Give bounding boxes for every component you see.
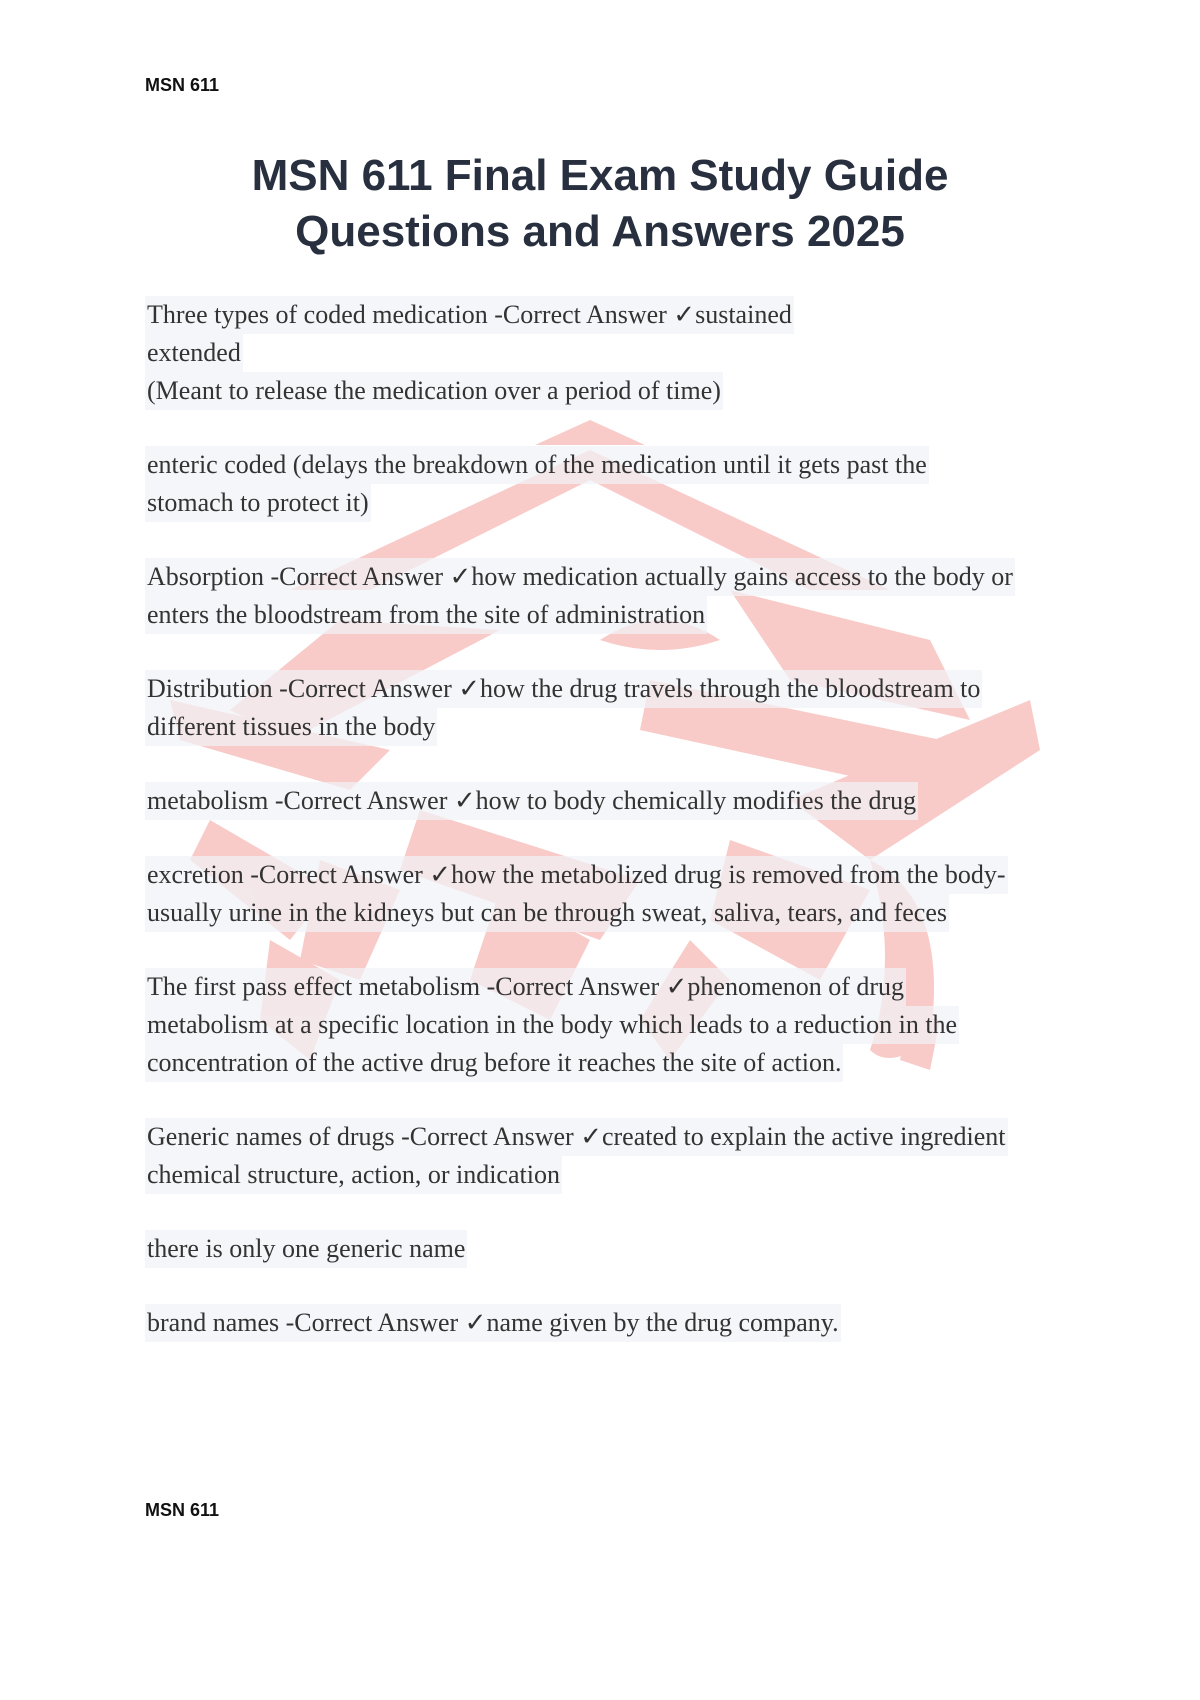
qa-entry-first-pass <box>145 968 1095 1082</box>
entry-line: enteric coded (delays the breakdown of the medication until it gets past the <box>145 446 929 484</box>
entry-line: extended <box>145 334 243 372</box>
qa-entry-absorption <box>145 558 1095 634</box>
entry-line: Absorption -Correct Answer ✓how medication actually gains access to the body or <box>145 558 1015 596</box>
entry-line: Generic names of drugs -Correct Answer ✓created to explain the active ingredient <box>145 1118 1008 1156</box>
entry-line: there is only one generic name <box>145 1230 467 1268</box>
page-footer: MSN 611 <box>145 1500 220 1520</box>
entry-line: Distribution -Correct Answer ✓how the drug travels through the bloodstream to <box>145 670 982 708</box>
qa-entry-excretion <box>145 856 1095 932</box>
entry-line: Three types of coded medication -Correct Answer ✓sustained <box>145 296 794 334</box>
entry-line: different tissues in the body <box>145 708 437 746</box>
qa-entry-metabolism <box>145 782 1095 820</box>
qa-entry-generic-names <box>145 1118 1095 1194</box>
qa-entry-distribution <box>145 670 1095 746</box>
entry-line: stomach to protect it) <box>145 484 371 522</box>
entry-line: chemical structure, action, or indication <box>145 1156 562 1194</box>
qa-entry-one-generic-name <box>145 1230 1095 1268</box>
qa-entry-enteric-coded <box>145 446 1095 522</box>
page-header: MSN 611 <box>145 75 220 95</box>
entry-line: metabolism at a specific location in the body which leads to a reduction in the <box>145 1006 959 1044</box>
qa-entry-brand-names <box>145 1304 1095 1342</box>
entry-line: concentration of the active drug before it reaches the site of action. <box>145 1044 843 1082</box>
qa-entry-coded-medication <box>145 296 1095 410</box>
entry-line: brand names -Correct Answer ✓name given by the drug company. <box>145 1304 841 1342</box>
entry-line: enters the bloodstream from the site of administration <box>145 596 707 634</box>
title-line-2: Questions and Answers 2025 <box>295 207 905 256</box>
qa-list <box>145 296 1095 1378</box>
entry-line: (Meant to release the medication over a period of time) <box>145 372 723 410</box>
entry-line: usually urine in the kidneys but can be through sweat, saliva, tears, and feces <box>145 894 949 932</box>
title-line-1: MSN 611 Final Exam Study Guide <box>251 151 949 200</box>
entry-line: excretion -Correct Answer ✓how the metabolized drug is removed from the body- <box>145 856 1008 894</box>
page-title <box>100 148 1100 260</box>
entry-line: The first pass effect metabolism -Correct Answer ✓phenomenon of drug <box>145 968 906 1006</box>
entry-line: metabolism -Correct Answer ✓how to body chemically modifies the drug <box>145 782 918 820</box>
